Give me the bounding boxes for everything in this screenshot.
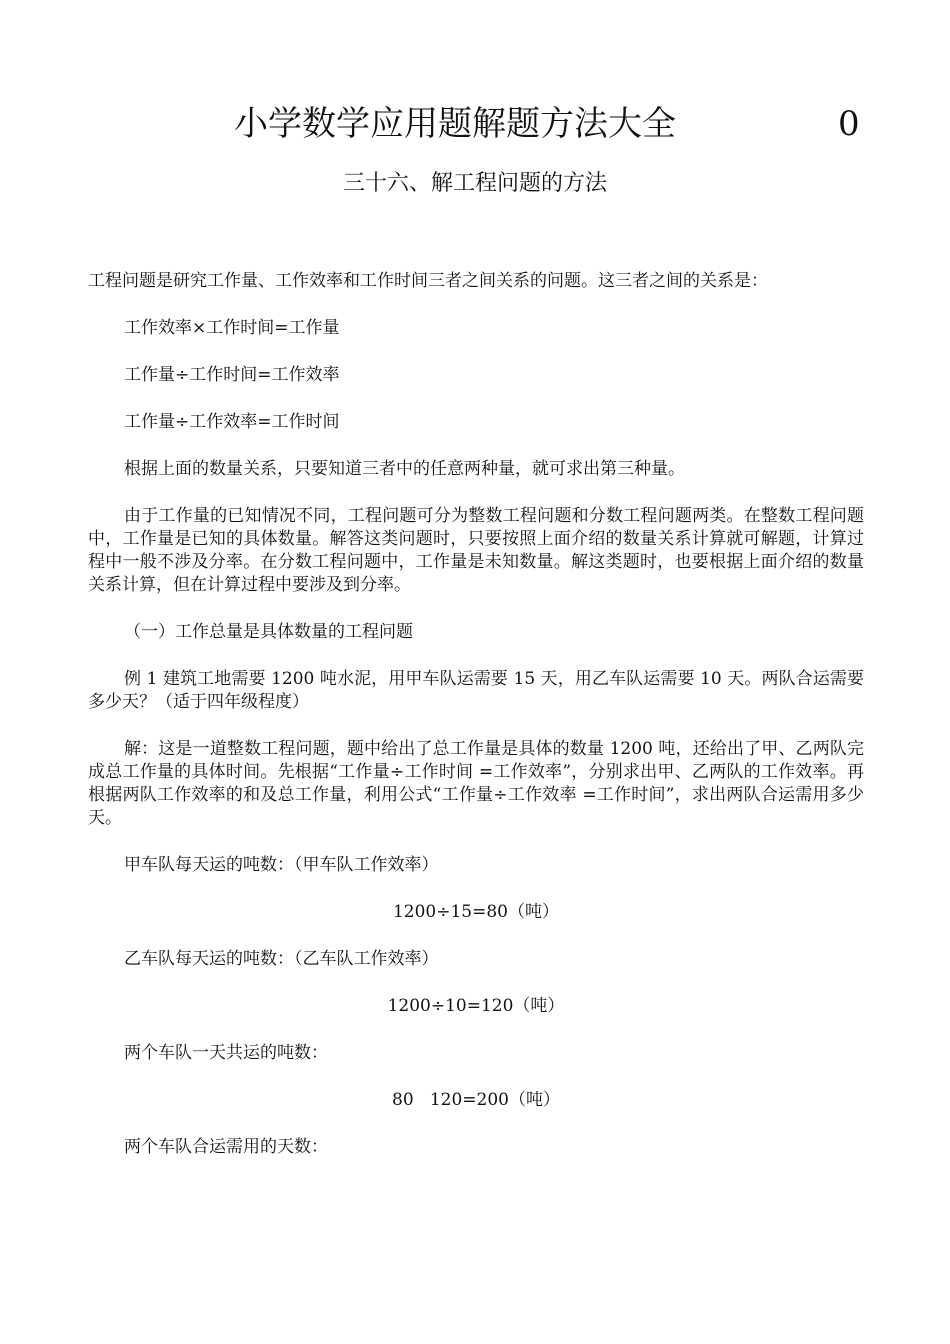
document-title: 小学数学应用题解题方法大全: [234, 104, 676, 144]
step-label: 两个车队一天共运的吨数：: [124, 1043, 328, 1063]
document-body: [88, 270, 864, 1183]
formula-line: 工作量÷工作效率=工作时间: [124, 412, 340, 432]
intro-paragraph: 工程问题是研究工作量、工作效率和工作时间三者之间关系的问题。这三者之间的关系是：: [88, 271, 768, 291]
example-paragraph: 例 1 建筑工地需要 1200 吨水泥，用甲车队运需要 15 天，用乙车队运需要 10 天。两队合运需要多少天？（适于四年级程度）: [88, 669, 864, 712]
page-number: 0: [838, 104, 860, 144]
formula-line: 工作效率×工作时间=工作量: [124, 318, 340, 338]
calculation-line: 80 120=200（吨）: [392, 1090, 560, 1110]
body-paragraph: 由于工作量的已知情况不同，工程问题可分为整数工程问题和分数工程问题两类。在整数工程问题中，工作量是已知的具体数量。解答这类问题时，只要按照上面介绍的数量关系计算就可解题，计算过程中一般不涉及分率。在分数工程问题中，工作量是未知数量。解这类题时，也要根据上面介绍的数量关系计算，但在计算过程中要涉及到分率。: [88, 506, 864, 595]
section-heading: 三十六、解工程问题的方法: [342, 171, 607, 196]
solution-paragraph: 解：这是一道整数工程问题，题中给出了总工作量是具体的数量 1200 吨，还给出了甲、乙两队完成总工作量的具体时间。先根据“工作量÷工作时间 =工作效率”，分别求出甲、乙两队的工作效率。再根据两队工作效率的和及总工作量，利用公式“工作量÷工作效率 =工作时间”，求出两队合运需用多少天。: [88, 739, 864, 828]
formula-line: 工作量÷工作时间=工作效率: [124, 365, 340, 385]
step-label: 乙车队每天运的吨数：（乙车队工作效率）: [124, 949, 439, 969]
step-label: 甲车队每天运的吨数：（甲车队工作效率）: [124, 855, 439, 875]
subsection-heading: （一）工作总量是具体数量的工程问题: [124, 622, 413, 642]
body-paragraph: 根据上面的数量关系，只要知道三者中的任意两种量，就可求出第三种量。: [124, 459, 685, 479]
calculation-line: 1200÷15=80（吨）: [392, 902, 559, 922]
step-label: 两个车队合运需用的天数：: [124, 1137, 328, 1157]
calculation-line: 1200÷10=120（吨）: [387, 996, 565, 1016]
